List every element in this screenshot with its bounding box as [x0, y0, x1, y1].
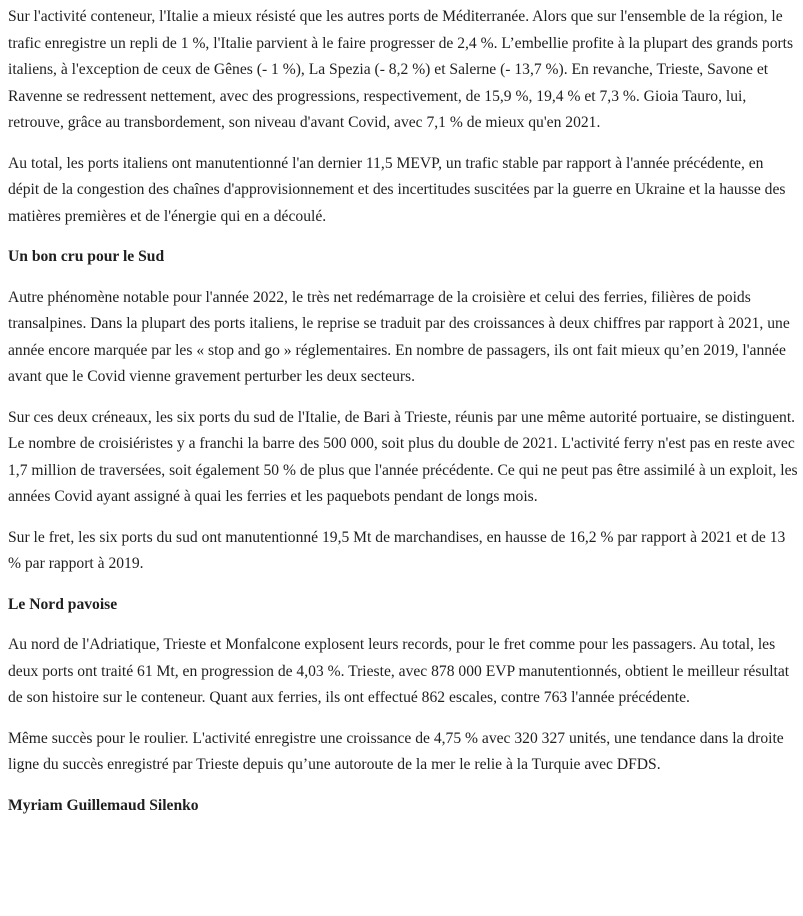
article-body: [8, 4, 798, 819]
section-heading-north: Le Nord pavoise: [8, 595, 118, 613]
paragraph-trieste-monfalcone: Au nord de l'Adriatique, Trieste et Monfalcone explosent leurs records, pour le fret comme pour les passagers. Au total, les deux ports ont traité 61 Mt, en progression de 4,03 %. Trieste, avec 878 000 EVP manutentionnés, obtient le meilleur résultat de son histoire sur le conteneur. Quant aux ferries, ils ont effectué 862 escales, contre 763 l'année précédente.: [8, 636, 790, 706]
paragraph-southern-freight: Sur le fret, les six ports du sud ont manutentionné 19,5 Mt de marchandises, en hausse de 16,2 % par rapport à 2021 et de 13 % par rapport à 2019.: [8, 528, 786, 572]
author-signature: Myriam Guillemaud Silenko: [8, 796, 199, 814]
paragraph-container-traffic: Sur l'activité conteneur, l'Italie a mieux résisté que les autres ports de Méditerranée. Alors que sur l'ensemble de la région, le trafic enregistre un repli de 1 %, l'Italie parvient à le faire progresser de 2,4 %. L’embellie profite à la plupart des grands ports italiens, à l'exception de ceux de Gênes (- 1 %), La Spezia (- 8,2 %) et Salerne (- 13,7 %). En revanche, Trieste, Savone et Ravenne se redressent nettement, avec des progressions, respectivement, de 15,9 %, 19,4 % et 7,3 %. Gioia Tauro, lui, retrouve, grâce au transbordement, son niveau d'avant Covid, avec 7,1 % de mieux qu'en 2021.: [8, 8, 794, 131]
paragraph-southern-ports: Sur ces deux créneaux, les six ports du sud de l'Italie, de Bari à Trieste, réunis par une même autorité portuaire, se distinguent. Le nombre de croisiéristes y a franchi la barre des 500 000, soit plus du double de 2021. L'activité ferry n'est pas en reste avec 1,7 million de traversées, soit également 50 % de plus que l'année précédente. Ce qui ne peut pas être assimilé à un exploit, les années Covid ayant assigné à quai les ferries et les paquebots pendant de longs mois.: [8, 408, 798, 505]
paragraph-cruise-ferry-rebound: Autre phénomène notable pour l'année 2022, le très net redémarrage de la croisière et celui des ferries, filières de poids transalpines. Dans la plupart des ports italiens, le reprise se traduit par des croissances à deux chiffres par rapport à 2021, une année encore marquée par les « stop and go » réglementaires. En nombre de passagers, ils ont fait mieux qu’en 2019, l'année avant que le Covid vienne gravement perturber les deux secteurs.: [8, 288, 790, 385]
paragraph-total-italian-ports: Au total, les ports italiens ont manutentionné l'an dernier 11,5 MEVP, un trafic stable par rapport à l'année précédente, en dépit de la congestion des chaînes d'approvisionnement et des incertitudes suscitées par la guerre en Ukraine et la hausse des matières premières et de l'énergie qui en a découlé.: [8, 154, 786, 225]
paragraph-ro-ro: Même succès pour le roulier. L'activité enregistre une croissance de 4,75 % avec 320 327 unités, une tendance dans la droite ligne du succès enregistré par Trieste depuis qu’une autoroute de la mer le relie à la Turquie avec DFDS.: [8, 729, 784, 773]
section-heading-south: Un bon cru pour le Sud: [8, 248, 165, 265]
